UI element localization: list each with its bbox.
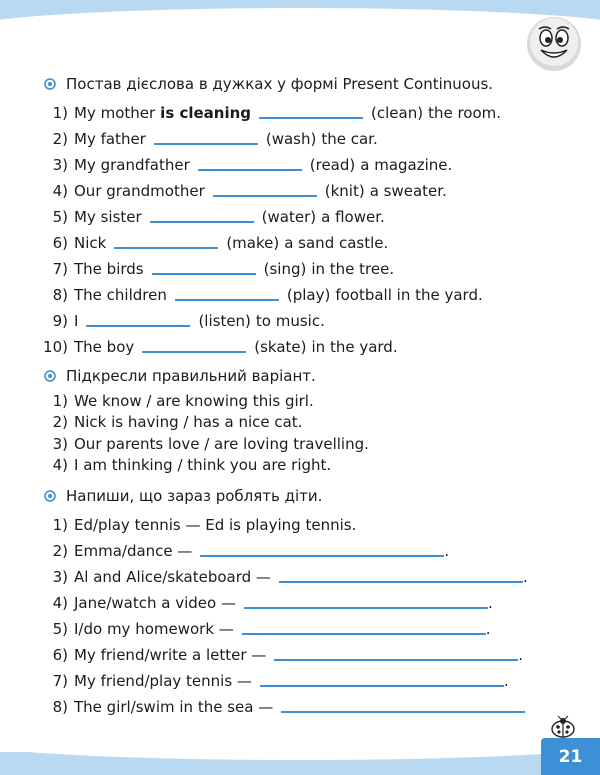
item-number: 2) bbox=[52, 130, 68, 148]
item-verb: (play) bbox=[286, 286, 331, 304]
item-ending: football in the yard. bbox=[335, 286, 483, 304]
list-item bbox=[44, 304, 584, 330]
instruction-text: Напиши, що зараз роблять діти. bbox=[66, 487, 323, 505]
item-verb: (make) bbox=[226, 234, 280, 252]
item-period: . bbox=[518, 646, 524, 664]
item-number: 8) bbox=[52, 286, 68, 304]
item-period: . bbox=[487, 594, 493, 612]
item-number: 1) bbox=[52, 516, 68, 534]
item-subject: My grandfather bbox=[74, 156, 190, 174]
item-verb: (wash) bbox=[265, 130, 317, 148]
item-period: . bbox=[444, 542, 450, 560]
item-ending: to music. bbox=[255, 312, 325, 330]
item-verb: (knit) bbox=[324, 182, 365, 200]
answer-line[interactable] bbox=[279, 581, 523, 583]
answer-line[interactable] bbox=[274, 659, 518, 661]
item-prompt: Emma/dance — bbox=[74, 542, 193, 560]
item-subject: My sister bbox=[74, 208, 142, 226]
item-ending: the room. bbox=[428, 104, 502, 122]
top-page-curve bbox=[0, 8, 600, 68]
item-subject: My father bbox=[74, 130, 146, 148]
list-item bbox=[44, 560, 584, 586]
answer-blank[interactable] bbox=[86, 325, 190, 327]
answer-line[interactable] bbox=[244, 607, 488, 609]
answer-blank[interactable] bbox=[150, 221, 254, 223]
answer-line[interactable] bbox=[242, 633, 486, 635]
answer-blank[interactable] bbox=[259, 117, 363, 119]
item-number: 4) bbox=[52, 182, 68, 200]
item-number: 6) bbox=[52, 646, 68, 664]
list-item bbox=[44, 534, 584, 560]
item-number: 1) bbox=[52, 104, 68, 122]
item-subject: The boy bbox=[74, 338, 135, 356]
example-answer: is cleaning bbox=[160, 104, 252, 122]
item-ending: a sweater. bbox=[369, 182, 447, 200]
item-ending: a magazine. bbox=[360, 156, 453, 174]
item-subject: Nick bbox=[74, 234, 107, 252]
item-period: . bbox=[522, 568, 528, 586]
item-number: 5) bbox=[52, 208, 68, 226]
item-number: 10) bbox=[43, 338, 68, 356]
answer-line[interactable] bbox=[260, 685, 504, 687]
item-number: 2) bbox=[52, 413, 68, 431]
item-number: 5) bbox=[52, 620, 68, 638]
exercise-present-continuous bbox=[44, 72, 584, 356]
item-verb: (listen) bbox=[198, 312, 251, 330]
list-item bbox=[44, 226, 584, 252]
instruction-3 bbox=[44, 484, 584, 508]
item-subject: The birds bbox=[74, 260, 144, 278]
item-ending: a flower. bbox=[321, 208, 385, 226]
item-subject: I bbox=[74, 312, 79, 330]
item-text[interactable]: Our parents love / are loving travelling. bbox=[74, 434, 369, 453]
item-text[interactable]: Nick is having / has a nice cat. bbox=[74, 413, 303, 431]
target-bullet-icon bbox=[44, 370, 56, 382]
list-item bbox=[44, 410, 584, 432]
item-prompt: My friend/write a letter — bbox=[74, 646, 267, 664]
item-verb: (skate) bbox=[254, 338, 307, 356]
item-ending: the car. bbox=[321, 130, 378, 148]
item-period: . bbox=[485, 620, 491, 638]
item-ending: in the tree. bbox=[311, 260, 395, 278]
item-verb: (sing) bbox=[263, 260, 307, 278]
list-item bbox=[44, 330, 584, 356]
item-subject: Our grandmother bbox=[74, 182, 205, 200]
list-item bbox=[44, 690, 584, 716]
list-item bbox=[44, 148, 584, 174]
item-text[interactable]: I am thinking / think you are right. bbox=[74, 456, 332, 474]
smiley-face-icon bbox=[524, 14, 584, 74]
item-number: 1) bbox=[52, 391, 68, 410]
item-verb: (water) bbox=[261, 208, 317, 226]
exercise-content bbox=[44, 72, 584, 716]
item-subject: The children bbox=[74, 286, 167, 304]
instruction-2 bbox=[44, 364, 584, 388]
item-prompt: Al and Alice/skateboard — bbox=[74, 568, 271, 586]
answer-blank[interactable] bbox=[213, 195, 317, 197]
answer-blank[interactable] bbox=[154, 143, 258, 145]
answer-line[interactable] bbox=[281, 711, 525, 713]
item-number: 3) bbox=[52, 434, 68, 453]
list-item bbox=[44, 252, 584, 278]
exercise-write-what-children-do bbox=[44, 484, 584, 716]
item-number: 7) bbox=[52, 260, 68, 278]
item-number: 7) bbox=[52, 672, 68, 690]
item-prompt: The girl/swim in the sea — bbox=[74, 698, 274, 716]
item-number: 8) bbox=[52, 698, 68, 716]
item-period: . bbox=[503, 672, 509, 690]
list-item bbox=[44, 508, 584, 534]
list-item bbox=[44, 664, 584, 690]
instruction-text: Підкресли правильний варіант. bbox=[66, 367, 316, 385]
item-number: 3) bbox=[52, 568, 68, 586]
item-verb: (clean) bbox=[371, 104, 424, 122]
item-number: 2) bbox=[52, 542, 68, 560]
example-sentence: Ed/play tennis — Ed is playing tennis. bbox=[74, 516, 357, 534]
item-verb: (read) bbox=[309, 156, 356, 174]
item-number: 4) bbox=[52, 594, 68, 612]
item-prompt: Jane/watch a video — bbox=[74, 594, 236, 612]
list-item bbox=[44, 278, 584, 304]
bottom-page-curve bbox=[0, 720, 600, 760]
list-item bbox=[44, 638, 584, 664]
list-item bbox=[44, 612, 584, 638]
page-number: 21 bbox=[541, 738, 600, 775]
item-prompt: My friend/play tennis — bbox=[74, 672, 252, 690]
list-item bbox=[44, 586, 584, 612]
list-item bbox=[44, 174, 584, 200]
item-text[interactable]: We know / are knowing this girl. bbox=[74, 391, 314, 410]
instruction-text: Постав дієслова в дужках у формі Present Continuous. bbox=[66, 75, 494, 93]
list-item bbox=[44, 431, 584, 453]
answer-blank[interactable] bbox=[152, 273, 256, 275]
answer-line[interactable] bbox=[200, 555, 444, 557]
answer-blank[interactable] bbox=[114, 247, 218, 249]
answer-blank[interactable] bbox=[198, 169, 302, 171]
item-number: 9) bbox=[52, 312, 68, 330]
list-item bbox=[44, 453, 584, 475]
item-number: 3) bbox=[52, 156, 68, 174]
item-number: 4) bbox=[52, 456, 68, 474]
list-item bbox=[44, 122, 584, 148]
answer-blank[interactable] bbox=[175, 299, 279, 301]
target-bullet-icon bbox=[44, 490, 56, 502]
item-subject: My mother bbox=[74, 104, 156, 122]
item-prompt: I/do my homework — bbox=[74, 620, 234, 638]
exercise-underline-correct bbox=[44, 364, 584, 474]
target-bullet-icon bbox=[44, 78, 56, 90]
answer-blank[interactable] bbox=[142, 351, 246, 353]
list-item bbox=[44, 200, 584, 226]
list-item bbox=[44, 388, 584, 410]
item-ending: in the yard. bbox=[311, 338, 398, 356]
instruction-1 bbox=[44, 72, 584, 96]
list-item bbox=[44, 96, 584, 122]
item-number: 6) bbox=[52, 234, 68, 252]
item-ending: a sand castle. bbox=[284, 234, 389, 252]
ladybug-icon bbox=[548, 716, 578, 738]
